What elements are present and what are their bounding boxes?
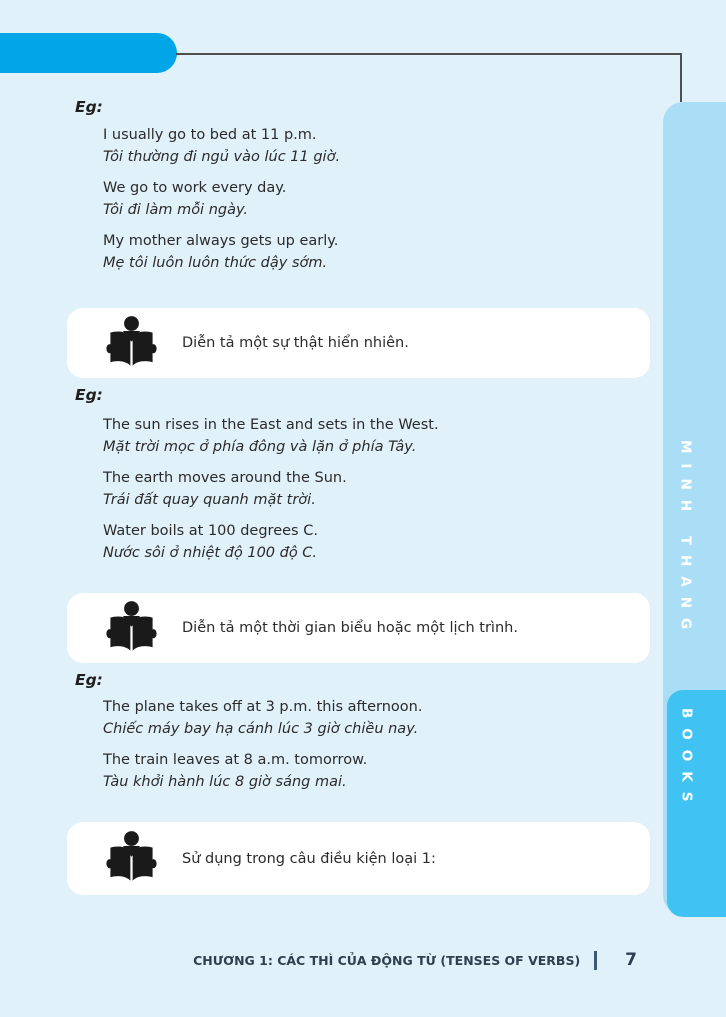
note-box-2 bbox=[67, 593, 650, 663]
connector-line-horizontal bbox=[176, 53, 682, 55]
note-label: Sử dụng trong câu điều kiện loại 1: bbox=[182, 850, 436, 867]
example-pair bbox=[103, 696, 422, 740]
footer-page-number: 7 bbox=[625, 950, 637, 970]
footer-chapter-title: CHƯƠNG 1: CÁC THÌ CỦA ĐỘNG TỪ (TENSES OF VERBS) bbox=[193, 952, 581, 968]
sentence-english: Water boils at 100 degrees C. bbox=[103, 523, 318, 539]
eg-label-3: Eg: bbox=[75, 671, 103, 689]
connector-line-vertical bbox=[680, 53, 682, 102]
note-label: Diễn tả một sự thật hiển nhiên. bbox=[182, 335, 409, 351]
page-footer bbox=[193, 950, 637, 970]
example-pair bbox=[103, 230, 340, 274]
note-label: Diễn tả một thời gian biểu hoặc một lịch trình. bbox=[182, 620, 518, 636]
sentence-english: The plane takes off at 3 p.m. this afternoon. bbox=[103, 699, 423, 715]
sentence-english: The earth moves around the Sun. bbox=[103, 470, 347, 486]
note-box-1 bbox=[67, 308, 650, 378]
sidebar-books-panel bbox=[667, 690, 726, 917]
person-reading-book-icon bbox=[103, 600, 160, 657]
example-group-3 bbox=[103, 696, 422, 802]
example-group-1 bbox=[103, 124, 340, 283]
sentence-vietnamese: Nước sôi ở nhiệt độ 100 độ C. bbox=[103, 545, 318, 561]
footer-separator bbox=[594, 951, 597, 970]
sentence-vietnamese: Trái đất quay quanh mặt trời. bbox=[103, 492, 316, 508]
example-group-2 bbox=[103, 414, 439, 573]
example-pair bbox=[103, 520, 439, 564]
sentence-vietnamese: Tôi đi làm mỗi ngày. bbox=[103, 202, 249, 218]
example-pair bbox=[103, 467, 439, 511]
sentence-vietnamese: Mặt trời mọc ở phía đông và lặn ở phía Tây. bbox=[103, 439, 417, 455]
example-pair bbox=[103, 177, 340, 221]
person-reading-book-icon bbox=[103, 830, 160, 887]
sentence-vietnamese: Tôi thường đi ngủ vào lúc 11 giờ. bbox=[103, 149, 341, 165]
sentence-english: We go to work every day. bbox=[103, 180, 287, 196]
eg-label-1: Eg: bbox=[75, 98, 103, 116]
chapter-tab bbox=[0, 33, 177, 73]
sidebar-brand-top: MINH THANG bbox=[677, 440, 694, 640]
sentence-english: I usually go to bed at 11 p.m. bbox=[103, 127, 317, 143]
sentence-vietnamese: Mẹ tôi luôn luôn thức dậy sớm. bbox=[103, 255, 328, 271]
sidebar-brand-bottom: BOOKS bbox=[678, 708, 695, 812]
note-box-3 bbox=[67, 822, 650, 895]
sentence-english: My mother always gets up early. bbox=[103, 233, 339, 249]
sentence-english: The sun rises in the East and sets in the West. bbox=[103, 417, 439, 433]
sentence-english: The train leaves at 8 a.m. tomorrow. bbox=[103, 752, 368, 768]
example-pair bbox=[103, 124, 340, 168]
example-pair bbox=[103, 749, 422, 793]
sentence-vietnamese: Chiếc máy bay hạ cánh lúc 3 giờ chiều nay. bbox=[103, 721, 419, 737]
sentence-vietnamese: Tàu khởi hành lúc 8 giờ sáng mai. bbox=[103, 774, 347, 790]
person-reading-book-icon bbox=[103, 315, 160, 372]
eg-label-2: Eg: bbox=[75, 386, 103, 404]
example-pair bbox=[103, 414, 439, 458]
